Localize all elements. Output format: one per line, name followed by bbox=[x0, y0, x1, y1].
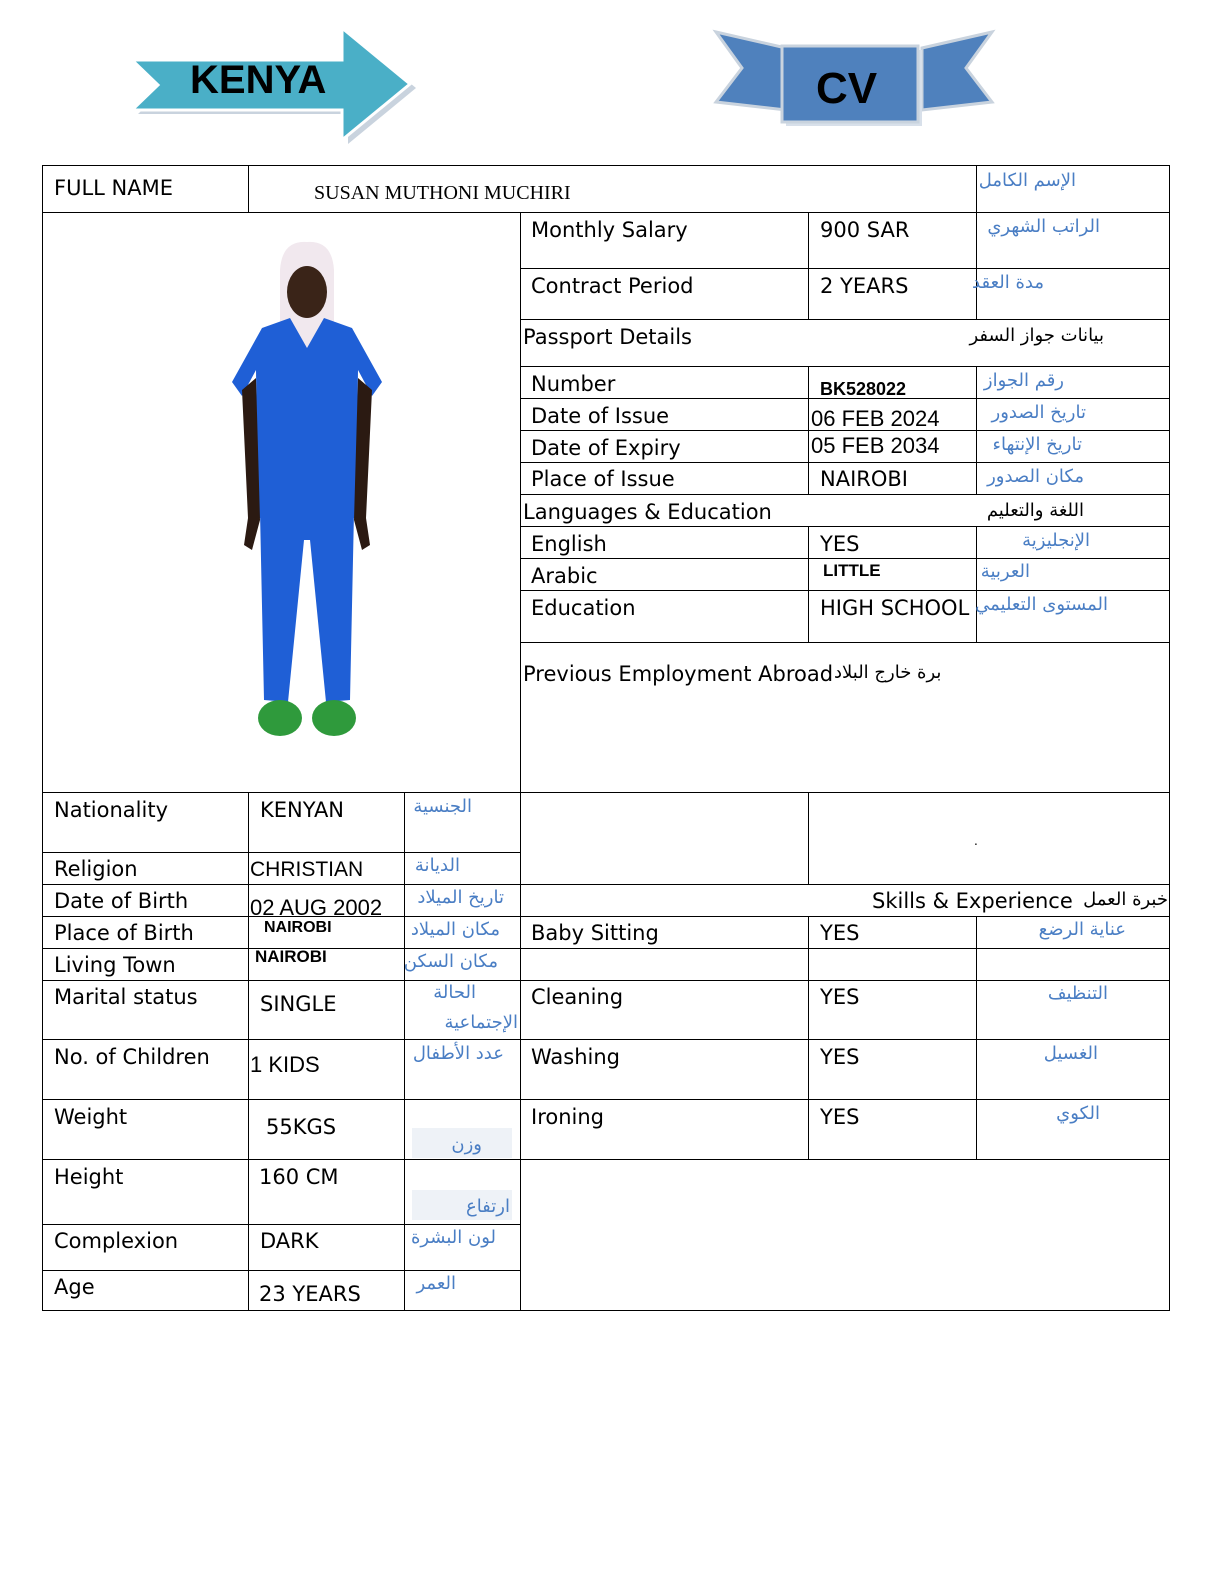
education-label-ar: المستوى التعليمي bbox=[975, 594, 1108, 615]
height-label: Height bbox=[54, 1165, 124, 1189]
dob-label-ar: تاريخ الميلاد bbox=[417, 887, 504, 908]
place-of-issue-value: NAIROBI bbox=[820, 467, 908, 491]
religion-label-ar: الديانة bbox=[414, 855, 460, 876]
complexion-label-ar: لون البشرة bbox=[410, 1227, 496, 1248]
skill-washing-label: Washing bbox=[531, 1045, 621, 1069]
passport-title-ar: بيانات جواز السفر bbox=[969, 325, 1104, 346]
children-label-ar: عدد الأطفال bbox=[412, 1043, 504, 1064]
english-label-ar: الإنجليزية bbox=[1022, 530, 1090, 551]
contract-period-label-ar: مدة العقد bbox=[972, 272, 1044, 293]
full-name-label-ar: الإسم الكامل bbox=[978, 170, 1076, 191]
full-name-value: SUSAN MUTHONI MUCHIRI bbox=[314, 182, 571, 204]
salary-value: 900 SAR bbox=[820, 218, 910, 242]
languages-title-ar: اللغة والتعليم bbox=[986, 500, 1084, 521]
passport-title: Passport Details bbox=[523, 325, 692, 349]
full-name-label: FULL NAME bbox=[54, 176, 173, 200]
previous-employment-title-ar: برة خارج البلاد bbox=[834, 662, 942, 683]
nationality-label-ar: الجنسية bbox=[413, 796, 472, 817]
issue-date-label-ar: تاريخ الصدور bbox=[991, 402, 1086, 423]
living-town-value: NAIROBI bbox=[255, 947, 327, 966]
education-value: HIGH SCHOOL bbox=[820, 596, 970, 620]
arabic-label-ar: العربية bbox=[980, 561, 1030, 582]
marital-status-value: SINGLE bbox=[260, 992, 337, 1016]
passport-number-label-ar: رقم الجواز bbox=[983, 370, 1064, 391]
cv-banner-text: CV bbox=[816, 64, 878, 113]
issue-date-value: 06 FEB 2024 bbox=[811, 406, 940, 431]
languages-title: Languages & Education bbox=[523, 500, 772, 524]
skill-baby-sitting-value: YES bbox=[820, 921, 860, 945]
height-label-ar: ارتفاع bbox=[465, 1196, 510, 1217]
skills-title-ar: خبرة العمل bbox=[1083, 889, 1168, 910]
age-value: 23 YEARS bbox=[259, 1282, 361, 1306]
age-label-ar: العمر bbox=[416, 1273, 456, 1294]
empty-cell-dot: . bbox=[974, 834, 978, 848]
age-label: Age bbox=[54, 1275, 95, 1299]
english-value: YES bbox=[820, 532, 860, 556]
issue-date-label: Date of Issue bbox=[531, 404, 670, 428]
religion-value: CHRISTIAN bbox=[250, 858, 364, 881]
contract-period-value: 2 YEARS bbox=[820, 274, 909, 298]
dob-value: 02 AUG 2002 bbox=[250, 895, 383, 920]
complexion-value: DARK bbox=[260, 1229, 319, 1253]
education-label: Education bbox=[531, 596, 636, 620]
english-label: English bbox=[531, 532, 607, 556]
arabic-value: LITTLE bbox=[823, 561, 881, 580]
candidate-photo bbox=[222, 240, 392, 745]
marital-status-label-ar-1: الحالة bbox=[433, 982, 476, 1003]
expiry-date-label-ar: تاريخ الإنتهاء bbox=[992, 434, 1082, 455]
weight-label: Weight bbox=[54, 1105, 128, 1129]
skill-cleaning-label-ar: التنظيف bbox=[1047, 983, 1108, 1004]
skill-baby-sitting-label-ar: عناية الرضع bbox=[1038, 919, 1126, 940]
passport-number-label: Number bbox=[531, 372, 616, 396]
pob-label: Place of Birth bbox=[54, 921, 194, 945]
skill-ironing-label: Ironing bbox=[531, 1105, 604, 1129]
country-banner-text: KENYA bbox=[190, 58, 327, 102]
skill-ironing-label-ar: الكوي bbox=[1056, 1103, 1100, 1124]
marital-status-label: Marital status bbox=[54, 985, 198, 1009]
skills-title: Skills & Experience bbox=[872, 889, 1073, 913]
place-of-issue-label: Place of Issue bbox=[531, 467, 675, 491]
weight-label-ar: وزن bbox=[451, 1134, 482, 1155]
children-value: 1 KIDS bbox=[250, 1052, 320, 1077]
salary-label-ar: الراتب الشهري bbox=[987, 216, 1100, 237]
expiry-date-value: 05 FEB 2034 bbox=[811, 433, 940, 458]
dob-label: Date of Birth bbox=[54, 889, 189, 913]
nationality-label: Nationality bbox=[54, 798, 169, 822]
marital-status-label-ar-2: الإجتماعية bbox=[444, 1012, 518, 1033]
pob-value: NAIROBI bbox=[264, 919, 332, 936]
living-town-label: Living Town bbox=[54, 953, 176, 977]
skill-washing-value: YES bbox=[820, 1045, 860, 1069]
living-town-label-ar: مكان السكن bbox=[403, 951, 498, 972]
contract-period-label: Contract Period bbox=[531, 274, 694, 298]
expiry-date-label: Date of Expiry bbox=[531, 436, 681, 460]
skill-cleaning-value: YES bbox=[820, 985, 860, 1009]
place-of-issue-label-ar: مكان الصدور bbox=[987, 466, 1084, 487]
religion-label: Religion bbox=[54, 857, 138, 881]
pob-label-ar: مكان الميلاد bbox=[410, 919, 500, 940]
height-value: 160 CM bbox=[259, 1165, 339, 1189]
complexion-label: Complexion bbox=[54, 1229, 179, 1253]
skill-baby-sitting-label: Baby Sitting bbox=[531, 921, 659, 945]
children-label: No. of Children bbox=[54, 1045, 210, 1069]
skill-ironing-value: YES bbox=[820, 1105, 860, 1129]
skill-washing-label-ar: الغسيل bbox=[1043, 1043, 1098, 1064]
salary-label: Monthly Salary bbox=[531, 218, 688, 242]
passport-number-value: BK528022 bbox=[820, 379, 907, 399]
skill-cleaning-label: Cleaning bbox=[531, 985, 624, 1009]
nationality-value: KENYAN bbox=[260, 798, 345, 822]
previous-employment-title: Previous Employment Abroad bbox=[523, 662, 834, 686]
weight-value: 55KGS bbox=[266, 1115, 337, 1139]
arabic-label: Arabic bbox=[531, 564, 598, 588]
